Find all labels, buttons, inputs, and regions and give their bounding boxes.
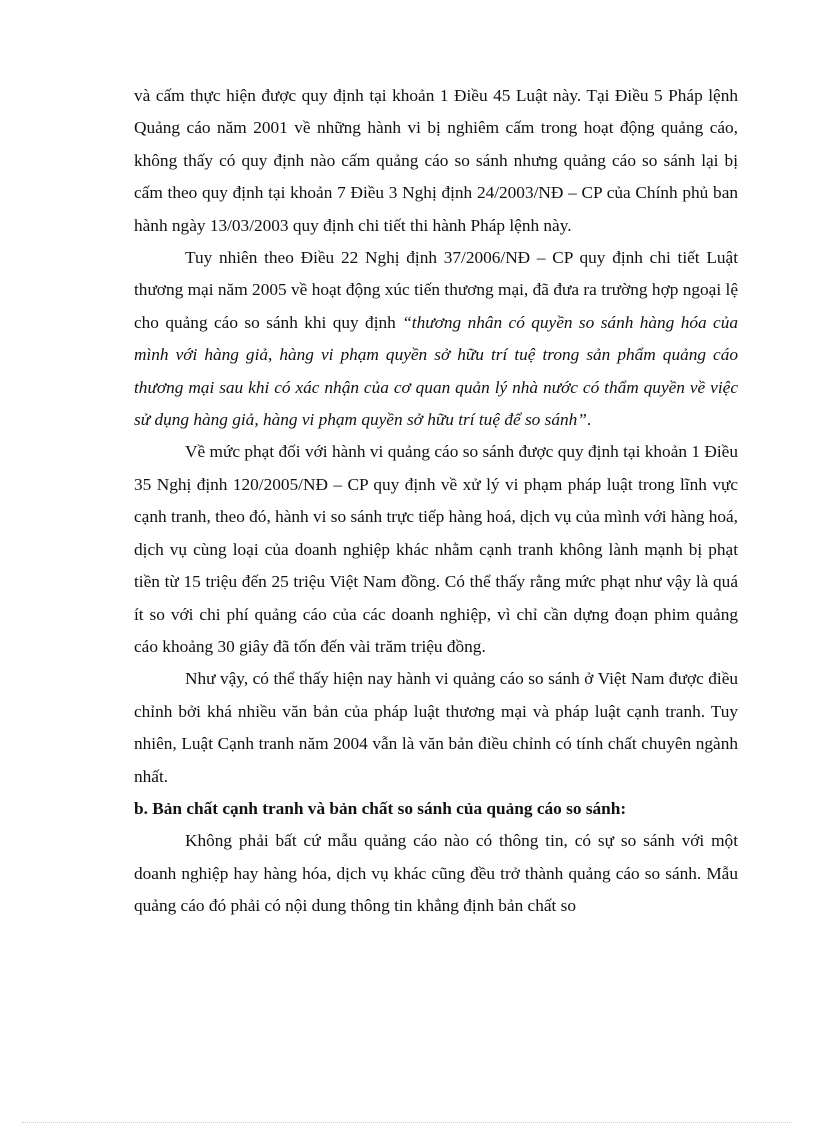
paragraph-4: Như vậy, có thể thấy hiện nay hành vi quảng cáo so sánh ở Việt Nam được điều chỉnh bởi khá nhiều văn bản của pháp luật thương mại và pháp luật cạnh tranh. Tuy nhiên, Luật Cạnh tranh năm 2004 vẫn là văn bản điều chỉnh có tính chất chuyên ngành nhất. — [134, 669, 738, 786]
document-body — [134, 80, 738, 923]
paragraph-2-quote: “thương nhân có quyền so sánh hàng hóa của mình với hàng giả, hàng vi phạm quyền sở hữu trí tuệ trong sản phẩm quảng cáo thương mại sau khi có xác nhận của cơ quan quản lý nhà nước có thẩm quyền về việc sử dụng hàng giả, hàng vi phạm quyền sở hữu trí tuệ để so sánh” — [134, 312, 738, 430]
paragraph-3: Về mức phạt đối với hành vi quảng cáo so sánh được quy định tại khoản 1 Điều 35 Nghị định 120/2005/NĐ – CP quy định về xử lý vi phạm pháp luật trong lĩnh vực cạnh tranh, theo đó, hành vi so sánh trực tiếp hàng hoá, dịch vụ của mình với hàng hoá, dịch vụ cùng loại của doanh nghiệp khác nhằm cạnh tranh không lành mạnh bị phạt tiền từ 15 triệu đến 25 triệu Việt Nam đồng. Có thể thấy rằng mức phạt như vậy là quá ít so với chi phí quảng cáo của các doanh nghiệp, vì chỉ cần dựng đoạn phim quảng cáo khoảng 30 giây đã tốn đến vài trăm triệu đồng. — [134, 442, 738, 656]
paragraph-5: Không phải bất cứ mẫu quảng cáo nào có thông tin, có sự so sánh với một doanh nghiệp hay hàng hóa, dịch vụ khác cũng đều trở thành quảng cáo so sánh. Mẫu quảng cáo đó phải có nội dung thông tin khẳng định bản chất so — [134, 831, 738, 916]
paragraph-1: và cấm thực hiện được quy định tại khoản 1 Điều 45 Luật này. Tại Điều 5 Pháp lệnh Quảng cáo năm 2001 về những hành vi bị nghiêm cấm trong hoạt động quảng cáo, không thấy có quy định nào cấm quảng cáo so sánh nhưng quảng cáo so sánh lại bị cấm theo quy định tại khoản 7 Điều 3 Nghị định 24/2003/NĐ – CP của Chính phủ ban hành ngày 13/03/2003 quy định chi tiết thi hành Pháp lệnh này. — [134, 86, 738, 235]
paragraph-2-end: . — [586, 410, 592, 430]
paragraph-2-intro: Tuy nhiên theo Điều 22 Nghị định 37/2006/NĐ – CP quy định chi tiết Luật thương mại năm 2005 về hoạt động xúc tiến thương mại, đã đưa ra trường hợp ngoại lệ cho quảng cáo so sánh khi quy định — [134, 248, 738, 332]
section-heading-b: b. Bản chất cạnh tranh và bản chất so sánh của quảng cáo so sánh: — [134, 798, 627, 818]
paragraph-2 — [134, 242, 738, 436]
